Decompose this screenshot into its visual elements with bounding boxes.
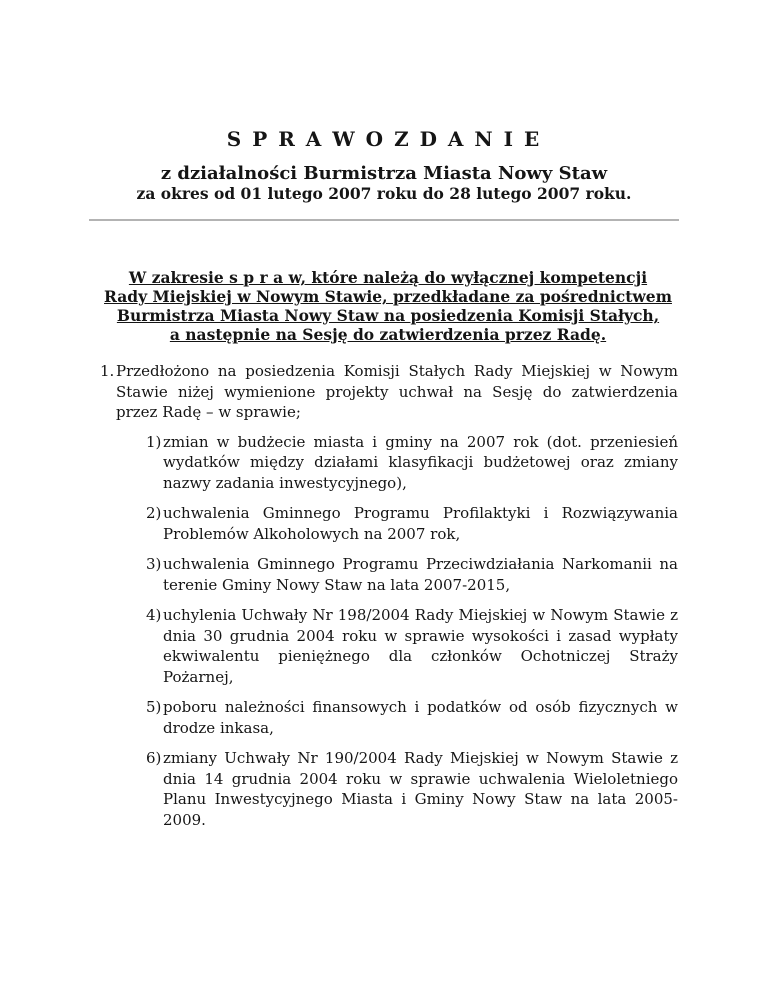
- subitem-text: poboru należności finansowych i podatków od osób fizycznych w drodze inkasa,: [163, 698, 678, 737]
- section-heading: [96, 268, 680, 344]
- document-subtitle: z działalności Burmistrza Miasta Nowy Staw: [160, 163, 608, 184]
- section-heading-line: W zakresie s p r a w, które należą do wyłącznej kompetencji: [128, 268, 648, 287]
- section-heading-line: Burmistrza Miasta Nowy Staw na posiedzenia Komisji Stałych,: [116, 306, 660, 325]
- subitem-number: 1): [146, 432, 162, 451]
- section-heading-line: Rady Miejskiej w Nowym Stawie, przedkładane za pośrednictwem: [104, 287, 672, 306]
- subitem-text: zmiany Uchwały Nr 190/2004 Rady Miejskiej w Nowym Stawie z dnia 14 grudnia 2004 roku w sprawie uchwalenia Wieloletniego Planu Inwestycyjnego Miasta i Gminy Nowy Staw na lata 2005-2009.: [163, 749, 678, 829]
- subitem-number: 5): [146, 698, 162, 716]
- subitem-number: 2): [146, 504, 162, 522]
- subitem-6: [146, 748, 678, 830]
- item-number: 1.: [100, 362, 115, 380]
- subitem-number: 3): [146, 555, 162, 573]
- horizontal-divider: [89, 219, 679, 221]
- subitem-number: 6): [146, 749, 162, 767]
- subitem-4: [146, 605, 678, 687]
- document-body: [100, 361, 678, 830]
- subitem-list: [146, 432, 678, 831]
- subitem-text: uchylenia Uchwały Nr 198/2004 Rady Miejskiej w Nowym Stawie z dnia 30 grudnia 2004 roku w sprawie wysokości i zasad wypłaty ekwiwalentu pieniężnego dla członków Ochotniczej Straży Pożarnej,: [163, 606, 678, 686]
- item-text: Przedłożono na posiedzenia Komisji Stałych Rady Miejskiej w Nowym Stawie niżej wymienione projekty uchwał na Sesję do zatwierdzenia przez Radę – w sprawie;: [116, 362, 678, 421]
- subitem-5: [146, 697, 678, 738]
- subitem-number: 4): [146, 606, 162, 624]
- subitem-3: [146, 554, 678, 595]
- subitem-text: zmian w budżecie miasta i gminy na 2007 rok (dot. przeniesień wydatków między działami klasyfikacji budżetowej oraz zmiany nazwy zadania inwestycyjnego),: [163, 432, 678, 492]
- numbered-item-1: [100, 361, 678, 423]
- subitem-text: uchwalenia Gminnego Programu Profilaktyki i Rozwiązywania Problemów Alkoholowych na 2007 rok,: [163, 504, 678, 543]
- subitem-1: [146, 432, 678, 494]
- section-heading-line: a następnie na Sesję do zatwierdzenia przez Radę.: [169, 325, 607, 344]
- document-period: za okres od 01 lutego 2007 roku do 28 lutego 2007 roku.: [136, 184, 632, 203]
- subitem-2: [146, 503, 678, 544]
- subitem-text: uchwalenia Gminnego Programu Przeciwdziałania Narkomanii na terenie Gminy Nowy Staw na lata 2007-2015,: [163, 555, 678, 594]
- document-title: S P R A W O Z D A N I E: [226, 127, 542, 151]
